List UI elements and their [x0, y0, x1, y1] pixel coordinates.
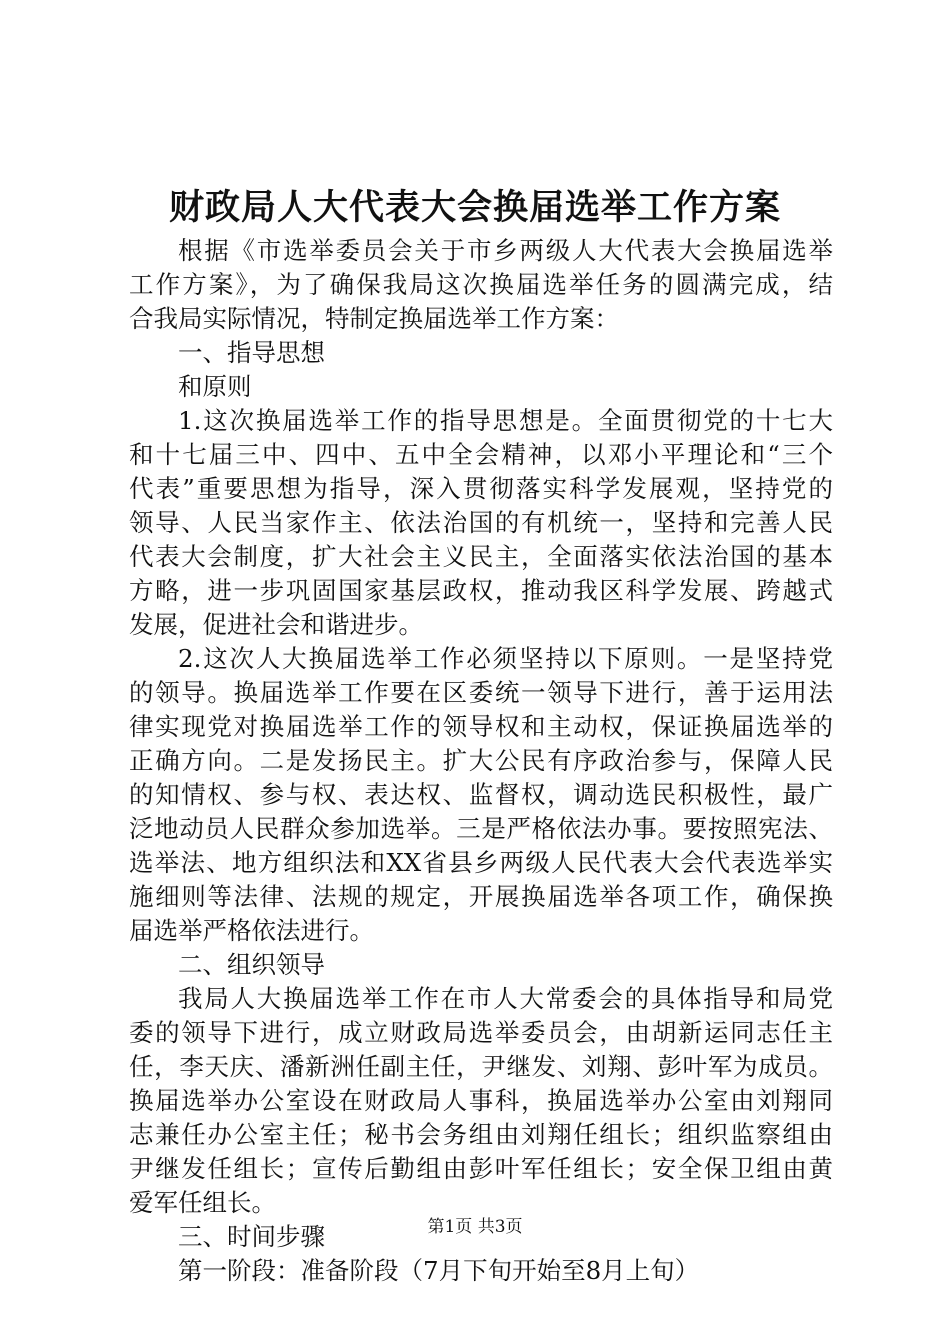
text-line: 三、时间步骤 [178, 1222, 325, 1251]
text-line: 正确方向。二是发扬民主。扩大公民有序政治参与，保障人民 [129, 746, 833, 775]
text-line: 发展，促进社会和谐进步。 [129, 610, 423, 639]
text-line: 尹继发任组长；宣传后勤组由彭叶军任组长；安全保卫组由黄 [129, 1154, 833, 1183]
text-line: 二、组织领导 [178, 950, 325, 979]
text-line: 的领导。换届选举工作要在区委统一领导下进行，善于运用法 [129, 678, 833, 707]
page-footer: 第1页 共3页 [427, 1217, 523, 1237]
text-line: 届选举严格依法进行。 [129, 916, 374, 945]
text-line: 领导、人民当家作主、依法治国的有机统一，坚持和完善人民 [129, 508, 833, 537]
text-line: 根据《市选举委员会关于市乡两级人大代表大会换届选举 [178, 236, 833, 265]
text-line: 合我局实际情况，特制定换届选举工作方案： [129, 304, 619, 333]
text-line: 换届选举办公室设在财政局人事科，换届选举办公室由刘翔同 [129, 1086, 833, 1115]
text-line: 工作方案》，为了确保我局这次换届选举任务的圆满完成，结 [129, 270, 833, 299]
text-line: 的知情权、参与权、表达权、监督权，调动选民积极性，最广 [129, 780, 833, 809]
text-line: 代表”重要思想为指导，深入贯彻落实科学发展观，坚持党的 [129, 474, 833, 503]
text-line: 泛地动员人民群众参加选举。三是严格依法办事。要按照宪法、 [129, 814, 833, 843]
text-line: 2.这次人大换届选举工作必须坚持以下原则。一是坚持党 [178, 644, 833, 673]
document-body [129, 234, 833, 1288]
text-line: 和十七届三中、四中、五中全会精神，以邓小平理论和“三个 [129, 440, 833, 469]
text-line: 志兼任办公室主任；秘书会务组由刘翔任组长；组织监察组由 [129, 1120, 833, 1149]
text-line: 第一阶段：准备阶段（7月下旬开始至8月上旬） [178, 1256, 700, 1285]
text-line: 选举法、地方组织法和XX省县乡两级人民代表大会代表选举实 [129, 848, 833, 877]
text-line: 我局人大换届选举工作在市人大常委会的具体指导和局党 [178, 984, 833, 1013]
text-line: 代表大会制度，扩大社会主义民主，全面落实依法治国的基本 [129, 542, 833, 571]
text-line: 1.这次换届选举工作的指导思想是。全面贯彻党的十七大 [178, 406, 833, 435]
text-line: 一、指导思想 [178, 338, 325, 367]
text-line: 方略，进一步巩固国家基层政权，推动我区科学发展、跨越式 [129, 576, 833, 605]
text-line: 施细则等法律、法规的规定，开展换届选举各项工作，确保换 [129, 882, 833, 911]
text-line: 律实现党对换届选举工作的领导权和主动权，保证换届选举的 [129, 712, 833, 741]
text-line: 任，李天庆、潘新洲任副主任，尹继发、刘翔、彭叶军为成员。 [129, 1052, 833, 1081]
document-title: 财政局人大代表大会换届选举工作方案 [168, 187, 781, 228]
text-line: 和原则 [178, 372, 252, 401]
text-line: 爱军任组长。 [129, 1188, 276, 1217]
text-line: 委的领导下进行，成立财政局选举委员会，由胡新运同志任主 [129, 1018, 833, 1047]
